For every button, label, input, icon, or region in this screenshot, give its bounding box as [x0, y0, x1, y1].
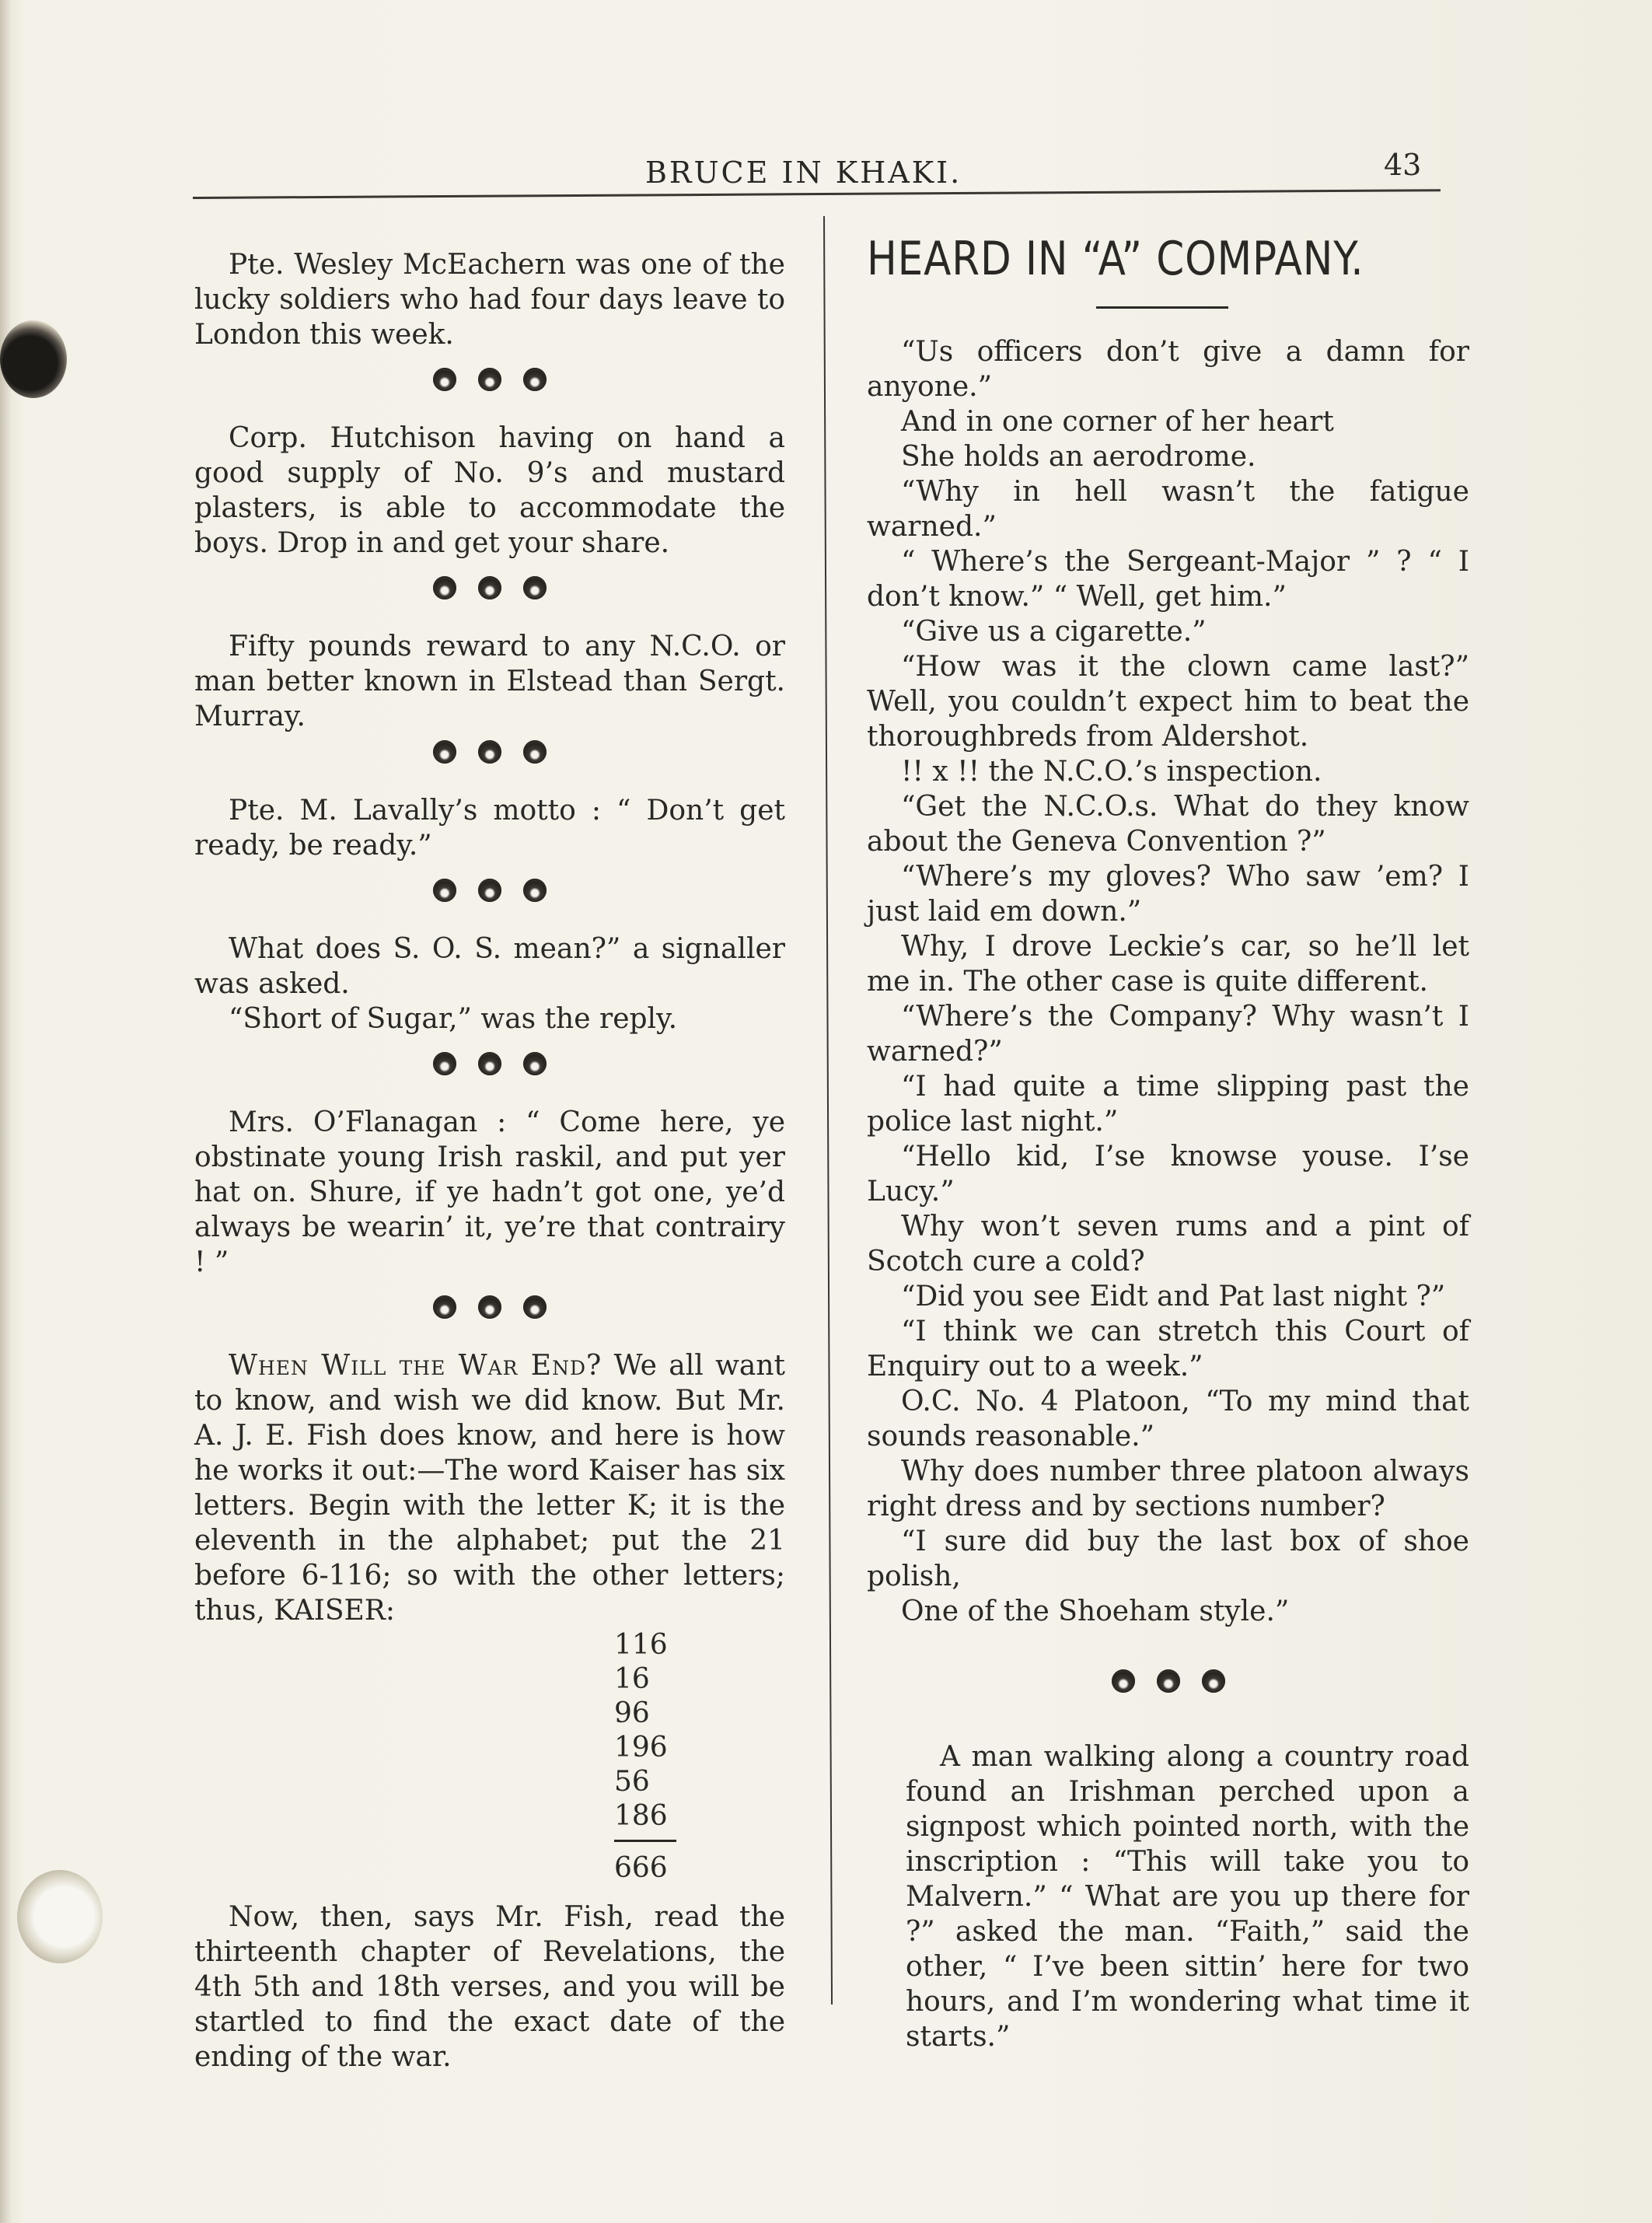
kaiser-number: 16 — [614, 1663, 650, 1695]
irishman-story: A man walking along a country road found an Irishman perched upon a signpost which pointed north, with the inscription : “This will take you to Malvern.” “ What are you up there for ?” asked the man. “Faith,” said the other, “ I’ve been sittin’ here for two hours, and I’m wondering what time it starts.” — [906, 1741, 1469, 2053]
quote: “Where’s my gloves? Who saw ’em? I just laid em down.” — [867, 861, 1469, 928]
quote: !! x !! the N.C.O.’s inspection. — [901, 756, 1322, 788]
quote: “Give us a cigarette.” — [901, 616, 1207, 648]
quote: One of the Shoeham style.” — [901, 1596, 1290, 1627]
item-murray: Fifty pounds reward to any N.C.O. or man better known in Elstead than Sergt. Murray. — [194, 631, 785, 732]
kaiser-number: 116 — [614, 1629, 668, 1661]
sum-rule — [614, 1840, 676, 1842]
war-end-lead: When Will the War End? — [229, 1350, 602, 1382]
quote: She holds an aerodrome. — [901, 441, 1256, 473]
kaiser-numbers — [614, 1628, 739, 1886]
item-sos-reply: “Short of Sugar,” was the reply. — [229, 1003, 678, 1035]
quote: “Where’s the Company? Why wasn’t I warned?” — [867, 1001, 1469, 1068]
punch-hole-top — [0, 320, 67, 398]
quote: O.C. No. 4 Platoon, “To my mind that sounds reasonable.” — [867, 1386, 1469, 1452]
kaiser-number: 96 — [614, 1697, 650, 1729]
running-header: BRUCE IN KHAKI. — [645, 156, 962, 190]
kaiser-total: 666 — [614, 1852, 668, 1884]
quote: “How was it the clown came last?” Well, you couldn’t expect him to beat the thoroughbreds from Aldershot. — [867, 651, 1469, 753]
quote: Why does number three platoon always right dress and by sections number? — [867, 1456, 1469, 1522]
separator-dots — [194, 1295, 785, 1319]
left-column — [194, 247, 785, 2074]
item-lavally: Pte. M. Lavally’s motto : “ Don’t get ready, be ready.” — [194, 795, 785, 862]
quote: “I think we can stretch this Court of Enquiry out to a week.” — [867, 1316, 1469, 1382]
separator-dots — [867, 1669, 1469, 1693]
quote: Why won’t seven rums and a pint of Scotch cure a cold? — [867, 1211, 1469, 1278]
column-rule — [823, 216, 833, 2005]
kaiser-number: 186 — [614, 1800, 668, 1832]
quote: And in one corner of her heart — [901, 406, 1334, 438]
page-number: 43 — [1384, 148, 1422, 182]
separator-dots — [194, 879, 785, 902]
quote: “Hello kid, I’se knowse youse. I’se Lucy.” — [867, 1141, 1469, 1208]
quote: Why, I drove Leckie’s car, so he’ll let me in. The other case is quite different. — [867, 931, 1469, 998]
separator-dots — [194, 1052, 785, 1075]
quote: “Us officers don’t give a damn for anyone.” — [867, 336, 1469, 403]
item-mceachern: Pte. Wesley McEachern was one of the lucky soldiers who had four days leave to London this week. — [194, 249, 785, 351]
item-sos-question: What does S. O. S. mean?” a signaller was asked. — [194, 933, 785, 1000]
quote: “Get the N.C.O.s. What do they know about the Geneva Convention ?” — [867, 791, 1469, 858]
war-end-closing: Now, then, says Mr. Fish, read the thirteenth chapter of Revelations, the 4th 5th and 18th verses, and you will be startled to find the exact date of the ending of the war. — [194, 1901, 785, 2073]
quote: “Did you see Eidt and Pat last night ?” — [901, 1281, 1446, 1312]
item-oflanagan: Mrs. O’Flanagan : “ Come here, ye obstinate young Irish raskil, and put yer hat on. Shure, if ye hadn’t got one, ye’d always be wearin’ it, ye’re that contrairy ! ” — [194, 1106, 785, 1278]
item-hutchison: Corp. Hutchison having on hand a good supply of No. 9’s and mustard plasters, is able to accommodate the boys. Drop in and get your share. — [194, 422, 785, 559]
war-end-text: We all want to know, and wish we did know. But Mr. A. J. E. Fish does know, and here is how he works it out:—The word Kaiser has six letters. Begin with the letter K; it is the eleventh in the alphabet; put the 21 before 6-116; so with the other letters; thus, KAISER: — [194, 1350, 785, 1627]
separator-dots — [194, 576, 785, 599]
kaiser-number: 196 — [614, 1732, 668, 1763]
section-title: HEARD IN “A” COMPANY. — [867, 232, 1364, 286]
quote: “I had quite a time slipping past the police last night.” — [867, 1071, 1469, 1138]
title-rule — [1096, 306, 1228, 309]
kaiser-number: 56 — [614, 1766, 650, 1798]
quote: “I sure did buy the last box of shoe polish, — [867, 1526, 1469, 1592]
separator-dots — [194, 368, 785, 391]
header-rule — [193, 189, 1441, 199]
right-column — [867, 334, 1469, 2054]
item-war-end — [194, 1348, 785, 1628]
quote: “Why in hell wasn’t the fatigue warned.” — [867, 476, 1469, 543]
separator-dots — [194, 740, 785, 764]
quote: “ Where’s the Sergeant-Major ” ? “ I don’t know.” “ Well, get him.” — [867, 546, 1469, 613]
punch-hole-bottom — [17, 1870, 103, 1963]
